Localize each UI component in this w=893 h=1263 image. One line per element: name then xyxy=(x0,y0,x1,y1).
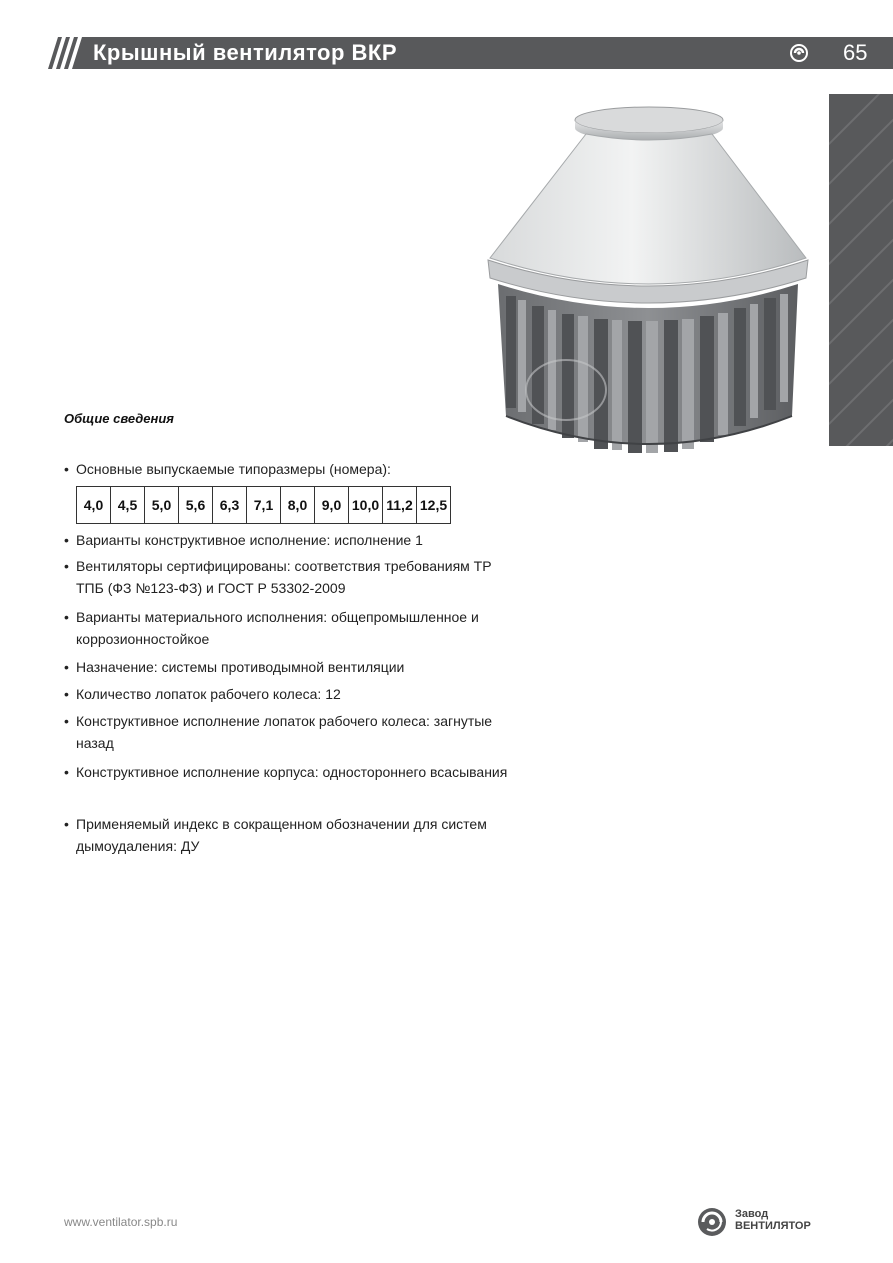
table-cell: 6,3 xyxy=(213,487,247,524)
brand-swirl-icon xyxy=(697,1207,727,1237)
footer-logo-line: ВЕНТИЛЯТОР xyxy=(735,1220,811,1232)
table-cell: 5,6 xyxy=(179,487,213,524)
table-cell: 11,2 xyxy=(383,487,417,524)
list-item-text: Варианты материального исполнения: общепромышленное и коррозионностойкое xyxy=(76,609,479,647)
table-cell: 12,5 xyxy=(417,487,451,524)
list-item xyxy=(64,555,516,599)
list-item-text: Основные выпускаемые типоразмеры (номера): xyxy=(76,461,391,477)
side-tab-label: Противопожарная вентиляция xyxy=(14,137,31,379)
list-item-text: Количество лопаток рабочего колеса: 12 xyxy=(76,686,341,702)
bullet-dot: • xyxy=(64,659,69,675)
list-item xyxy=(64,656,516,678)
table-cell: 10,0 xyxy=(349,487,383,524)
list-item-text: Применяемый индекс в сокращенном обозначении для систем дымоудаления: ДУ xyxy=(76,816,487,854)
list-item xyxy=(64,529,516,551)
bullet-dot: • xyxy=(64,764,69,780)
bullet-dot: • xyxy=(64,461,69,477)
list-item-text: Назначение: системы противодымной вентиляции xyxy=(76,659,405,675)
roof-fan-product-image xyxy=(486,100,811,466)
section-title: Общие сведения xyxy=(64,411,174,426)
sizes-table xyxy=(76,486,451,524)
bullet-dot: • xyxy=(64,558,69,574)
bullet-dot: • xyxy=(64,532,69,548)
bullet-dot: • xyxy=(64,609,69,625)
table-cell: 4,0 xyxy=(77,487,111,524)
list-item-text: Конструктивное исполнение лопаток рабочего колеса: загнутые назад xyxy=(76,713,493,751)
bullet-dot: • xyxy=(64,713,69,729)
bullet-dot: • xyxy=(64,686,69,702)
table-cell: 9,0 xyxy=(315,487,349,524)
side-tab-stripes-decoration xyxy=(829,94,893,446)
footer-logo-line: Завод xyxy=(735,1208,769,1220)
list-item xyxy=(64,458,516,480)
table-cell: 4,5 xyxy=(111,487,145,524)
list-item xyxy=(64,683,516,705)
table-row xyxy=(77,487,451,524)
footer-url: www.ventilator.spb.ru xyxy=(64,1215,178,1229)
header-stripes-decoration xyxy=(48,37,90,69)
list-item-text: Варианты конструктивное исполнение: исполнение 1 xyxy=(76,532,423,548)
bullet-dot: • xyxy=(64,816,69,832)
list-item-text: Конструктивное исполнение корпуса: одностороннего всасывания xyxy=(76,764,508,780)
list-item xyxy=(64,710,516,754)
list-item-text: Вентиляторы сертифицированы: соответствия требованиям ТР ТПБ (ФЗ №123-ФЗ) и ГОСТ Р 53302-2009 xyxy=(76,558,492,596)
list-item xyxy=(64,761,516,783)
table-cell: 7,1 xyxy=(247,487,281,524)
list-item xyxy=(64,813,516,857)
list-item xyxy=(64,606,516,650)
table-cell: 5,0 xyxy=(145,487,179,524)
side-tab xyxy=(829,94,893,446)
table-cell: 8,0 xyxy=(281,487,315,524)
footer-logo-text xyxy=(735,1208,811,1232)
brand-swirl-icon xyxy=(790,44,808,62)
page-number: 65 xyxy=(843,40,868,65)
page-title: Крышный вентилятор ВКР xyxy=(93,40,398,65)
